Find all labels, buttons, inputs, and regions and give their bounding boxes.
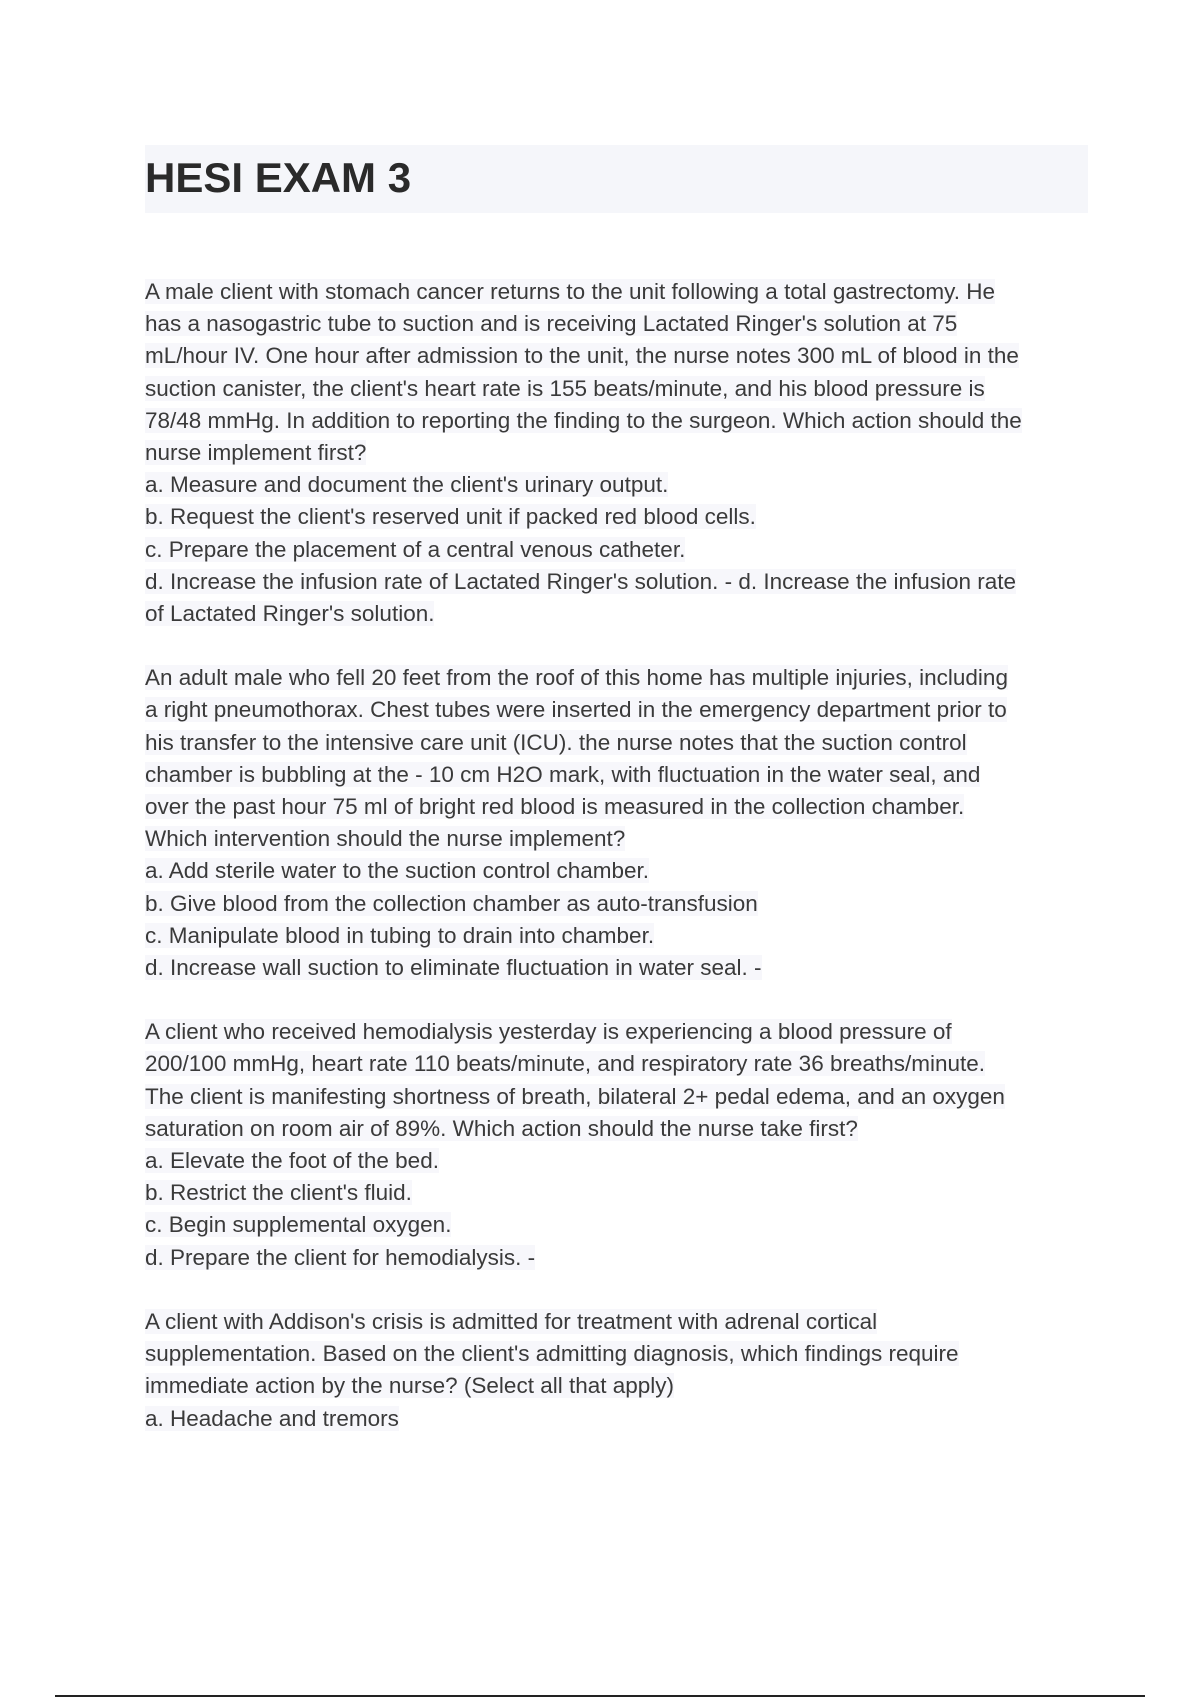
text-line bbox=[145, 501, 1090, 533]
text-line bbox=[145, 1306, 1090, 1338]
text-line-content: The client is manifesting shortness of breath, bilateral 2+ pedal edema, and an oxygen bbox=[145, 1083, 1005, 1109]
text-line-content: c. Begin supplemental oxygen. bbox=[145, 1212, 452, 1238]
text-line bbox=[145, 888, 1090, 920]
text-line-content: d. Increase wall suction to eliminate fluctuation in water seal. - bbox=[145, 955, 762, 981]
text-line bbox=[145, 759, 1090, 791]
question-block bbox=[145, 662, 1090, 984]
text-line bbox=[145, 952, 1090, 984]
text-line-content: saturation on room air of 89%. Which action should the nurse take first? bbox=[145, 1115, 858, 1141]
text-line bbox=[145, 1145, 1090, 1177]
text-line bbox=[145, 791, 1090, 823]
text-line-content: supplementation. Based on the client's admitting diagnosis, which findings require bbox=[145, 1341, 959, 1367]
text-line bbox=[145, 1242, 1090, 1274]
text-line-content: his transfer to the intensive care unit (ICU). the nurse notes that the suction control bbox=[145, 729, 967, 755]
text-line-content: 200/100 mmHg, heart rate 110 beats/minute, and respiratory rate 36 breaths/minute. bbox=[145, 1051, 986, 1077]
text-line-content: of Lactated Ringer's solution. bbox=[145, 601, 435, 627]
text-line bbox=[145, 1403, 1090, 1435]
text-line bbox=[145, 276, 1090, 308]
text-line bbox=[145, 437, 1090, 469]
text-line bbox=[145, 920, 1090, 952]
text-line-content: over the past hour 75 ml of bright red blood is measured in the collection chamber. bbox=[145, 794, 965, 820]
text-line-content: b. Request the client's reserved unit if packed red blood cells. bbox=[145, 504, 756, 530]
text-line-content: Which intervention should the nurse implement? bbox=[145, 826, 626, 852]
text-line-content: d. Increase the infusion rate of Lactated Ringer's solution. - d. Increase the infusion rate bbox=[145, 568, 1017, 594]
text-line bbox=[145, 1113, 1090, 1145]
text-line-content: a. Headache and tremors bbox=[145, 1405, 399, 1431]
text-line-content: a. Add sterile water to the suction control chamber. bbox=[145, 858, 650, 884]
text-line bbox=[145, 855, 1090, 887]
text-line bbox=[145, 662, 1090, 694]
text-line bbox=[145, 566, 1090, 598]
text-line-content: chamber is bubbling at the - 10 cm H2O mark, with fluctuation in the water seal, and bbox=[145, 761, 981, 787]
document-body bbox=[145, 276, 1090, 1467]
text-line bbox=[145, 469, 1090, 501]
text-line bbox=[145, 694, 1090, 726]
text-line-content: A client with Addison's crisis is admitted for treatment with adrenal cortical bbox=[145, 1308, 878, 1334]
text-line-content: 78/48 mmHg. In addition to reporting the finding to the surgeon. Which action should the bbox=[145, 407, 1022, 433]
text-line-content: An adult male who fell 20 feet from the roof of this home has multiple injuries, including bbox=[145, 665, 1008, 691]
page-bottom-rule bbox=[55, 1695, 1145, 1697]
question-block bbox=[145, 1016, 1090, 1274]
page-title: HESI EXAM 3 bbox=[145, 154, 412, 201]
text-line bbox=[145, 1209, 1090, 1241]
text-line bbox=[145, 1177, 1090, 1209]
text-line-content: c. Prepare the placement of a central venous catheter. bbox=[145, 536, 686, 562]
text-line-content: a. Measure and document the client's urinary output. bbox=[145, 472, 669, 498]
text-line-content: b. Give blood from the collection chamber as auto-transfusion bbox=[145, 890, 758, 916]
question-block bbox=[145, 1306, 1090, 1435]
text-line bbox=[145, 308, 1090, 340]
text-line bbox=[145, 340, 1090, 372]
text-line bbox=[145, 1048, 1090, 1080]
text-line-content: c. Manipulate blood in tubing to drain into chamber. bbox=[145, 922, 655, 948]
text-line-content: has a nasogastric tube to suction and is receiving Lactated Ringer's solution at 75 bbox=[145, 311, 958, 337]
text-line bbox=[145, 598, 1090, 630]
text-line-content: mL/hour IV. One hour after admission to the unit, the nurse notes 300 mL of blood in the bbox=[145, 343, 1019, 369]
text-line-content: A client who received hemodialysis yesterday is experiencing a blood pressure of bbox=[145, 1019, 952, 1045]
text-line-content: immediate action by the nurse? (Select all that apply) bbox=[145, 1373, 675, 1399]
text-line bbox=[145, 727, 1090, 759]
text-line-content: a. Elevate the foot of the bed. bbox=[145, 1148, 439, 1174]
text-line bbox=[145, 1016, 1090, 1048]
text-line bbox=[145, 534, 1090, 566]
text-line-content: nurse implement first? bbox=[145, 440, 367, 466]
text-line bbox=[145, 1370, 1090, 1402]
question-block bbox=[145, 276, 1090, 630]
title-block bbox=[145, 145, 1088, 213]
text-line-content: suction canister, the client's heart rate is 155 beats/minute, and his blood pressure is bbox=[145, 375, 985, 401]
text-line bbox=[145, 1081, 1090, 1113]
text-line-content: A male client with stomach cancer returns to the unit following a total gastrectomy. He bbox=[145, 279, 995, 304]
text-line bbox=[145, 1338, 1090, 1370]
text-line-content: a right pneumothorax. Chest tubes were inserted in the emergency department prior to bbox=[145, 697, 1007, 723]
text-line-content: d. Prepare the client for hemodialysis. - bbox=[145, 1244, 536, 1270]
text-line-content: b. Restrict the client's fluid. bbox=[145, 1180, 412, 1206]
text-line bbox=[145, 373, 1090, 405]
text-line bbox=[145, 823, 1090, 855]
text-line bbox=[145, 405, 1090, 437]
